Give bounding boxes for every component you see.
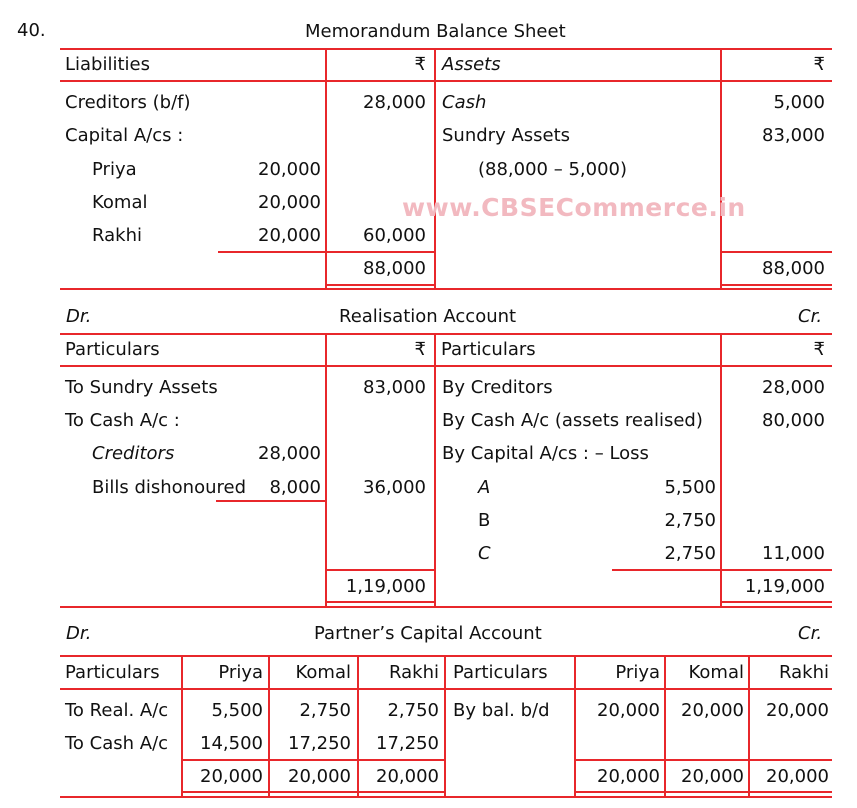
bs-cash-amount: 5,000 — [773, 92, 825, 113]
ra-cash-total: 36,000 — [363, 477, 426, 498]
ca-divider — [444, 655, 446, 796]
bs-bottom-rule — [60, 288, 832, 290]
ra-debit-total: 1,19,000 — [345, 576, 426, 597]
ra-cash-subtotal-rule — [216, 500, 326, 502]
ra-sundry-amount: 83,000 — [363, 377, 426, 398]
ca-debit-priya: 14,500 — [200, 733, 263, 754]
ca-cr-total-rule-top — [575, 759, 832, 761]
ra-divider-3 — [720, 333, 722, 607]
ra-cash-heading: To Cash A/c : — [65, 410, 180, 431]
bs-creditors-amount: 28,000 — [363, 92, 426, 113]
bs-assets-total: 88,000 — [762, 258, 825, 279]
bs-top-rule — [60, 48, 832, 50]
capital-title: Partner’s Capital Account — [314, 623, 542, 644]
ra-header-dr-particulars: Particulars — [65, 339, 160, 360]
ra-cash-item-label: Bills dishonoured — [92, 477, 247, 498]
ca-debit-rakhi: 2,750 — [387, 700, 439, 721]
ra-header-rule — [60, 365, 832, 367]
rupee-icon: ₹ — [414, 339, 426, 360]
bs-sundry-amount: 83,000 — [762, 125, 825, 146]
ca-bottom-rule — [60, 796, 832, 798]
ca-debit-total-rakhi: 20,000 — [376, 766, 439, 787]
ra-top-rule — [60, 333, 832, 335]
ca-header-priya: Priya — [615, 662, 660, 683]
ca-header-particulars: Particulars — [453, 662, 548, 683]
ra-cash-item-amount: 28,000 — [258, 443, 321, 464]
bs-partner-name: Priya — [92, 159, 137, 180]
ca-header-priya: Priya — [218, 662, 263, 683]
watermark: www.CBSECommerce.in — [402, 193, 746, 222]
ra-bottom-rule — [60, 606, 832, 608]
ca-header-rakhi: Rakhi — [779, 662, 829, 683]
ra-header-cr-particulars: Particulars — [441, 339, 536, 360]
bs-partner-name: Komal — [92, 192, 148, 213]
capital-dr: Dr. — [66, 623, 92, 644]
bs-asset-total-rule-top — [721, 251, 832, 253]
ra-cash-realised-label: By Cash A/c (assets realised) — [442, 410, 703, 431]
ca-cr-total-rule-bottom — [575, 791, 832, 793]
bs-sundry-label: Sundry Assets — [442, 125, 571, 146]
ra-loss-heading: By Capital A/cs : – Loss — [442, 443, 649, 464]
bs-partner-amount: 20,000 — [258, 159, 321, 180]
ra-loss-amount: 5,500 — [664, 477, 716, 498]
bs-header-rule — [60, 80, 832, 82]
bs-cash-label: Cash — [442, 92, 487, 113]
ra-divider-1 — [325, 333, 327, 607]
ra-loss-partner: C — [478, 543, 491, 564]
ra-credit-total: 1,19,000 — [744, 576, 825, 597]
bs-header-assets: Assets — [442, 54, 501, 75]
ca-credit-total-priya: 20,000 — [597, 766, 660, 787]
ra-loss-amount: 2,750 — [664, 510, 716, 531]
bs-liabilities-total: 88,000 — [363, 258, 426, 279]
bs-subtotal-rule — [218, 251, 326, 253]
ca-debit-komal: 2,750 — [299, 700, 351, 721]
ca-debit-total-komal: 20,000 — [288, 766, 351, 787]
bs-capital-total: 60,000 — [363, 225, 426, 246]
ca-credit-rakhi: 20,000 — [766, 700, 829, 721]
ca-credit-komal: 20,000 — [681, 700, 744, 721]
ca-credit-priya: 20,000 — [597, 700, 660, 721]
ra-dr-total-rule-top — [326, 569, 435, 571]
balance-sheet-title: Memorandum Balance Sheet — [305, 21, 566, 42]
realisation-dr: Dr. — [66, 306, 92, 327]
ca-header-particulars: Particulars — [65, 662, 160, 683]
realisation-cr: Cr. — [798, 306, 823, 327]
ra-loss-amount: 2,750 — [664, 543, 716, 564]
ca-debit-label: To Real. A/c — [65, 700, 169, 721]
ra-cr-total-rule-bottom — [721, 601, 832, 603]
ca-credit-total-rakhi: 20,000 — [766, 766, 829, 787]
bs-liab-total-rule-top — [326, 251, 435, 253]
ra-loss-subtotal-rule — [612, 569, 721, 571]
bs-divider-3 — [720, 48, 722, 289]
bs-divider-1 — [325, 48, 327, 289]
ra-divider-2 — [434, 333, 436, 607]
ca-debit-rakhi: 17,250 — [376, 733, 439, 754]
bs-creditors-label: Creditors (b/f) — [65, 92, 191, 113]
ca-header-komal: Komal — [295, 662, 351, 683]
ca-debit-komal: 17,250 — [288, 733, 351, 754]
ra-cash-item-amount: 8,000 — [269, 477, 321, 498]
ra-cash-item-label: Creditors — [92, 443, 175, 464]
ca-header-komal: Komal — [688, 662, 744, 683]
rupee-icon: ₹ — [414, 54, 426, 75]
bs-header-liabilities: Liabilities — [65, 54, 150, 75]
ca-credit-label: By bal. b/d — [453, 700, 550, 721]
ra-sundry-label: To Sundry Assets — [65, 377, 218, 398]
ca-header-rakhi: Rakhi — [389, 662, 439, 683]
bs-partner-amount: 20,000 — [258, 225, 321, 246]
ra-cash-realised-amount: 80,000 — [762, 410, 825, 431]
rupee-icon: ₹ — [813, 339, 825, 360]
rupee-icon: ₹ — [813, 54, 825, 75]
ra-creditors-label: By Creditors — [442, 377, 553, 398]
ca-top-rule — [60, 655, 832, 657]
ca-header-rule — [60, 688, 832, 690]
ca-dr-total-rule-top — [182, 759, 445, 761]
ra-dr-total-rule-bottom — [326, 601, 435, 603]
ca-dr-total-rule-bottom — [182, 791, 445, 793]
bs-divider-2 — [434, 48, 436, 289]
ra-cr-total-rule-top — [721, 569, 832, 571]
ra-loss-partner: B — [478, 510, 491, 531]
ra-loss-total: 11,000 — [762, 543, 825, 564]
bs-capital-heading: Capital A/cs : — [65, 125, 184, 146]
ca-debit-total-priya: 20,000 — [200, 766, 263, 787]
bs-partner-amount: 20,000 — [258, 192, 321, 213]
bs-asset-total-rule-bottom — [721, 284, 832, 286]
bs-sundry-note: (88,000 – 5,000) — [478, 159, 628, 180]
ra-creditors-amount: 28,000 — [762, 377, 825, 398]
question-number: 40. — [17, 20, 46, 41]
ra-loss-partner: A — [478, 477, 491, 498]
bs-liab-total-rule-bottom — [326, 284, 435, 286]
ca-credit-total-komal: 20,000 — [681, 766, 744, 787]
ca-debit-priya: 5,500 — [211, 700, 263, 721]
realisation-title: Realisation Account — [339, 306, 517, 327]
ca-debit-label: To Cash A/c — [65, 733, 169, 754]
bs-partner-name: Rakhi — [92, 225, 142, 246]
capital-cr: Cr. — [798, 623, 823, 644]
